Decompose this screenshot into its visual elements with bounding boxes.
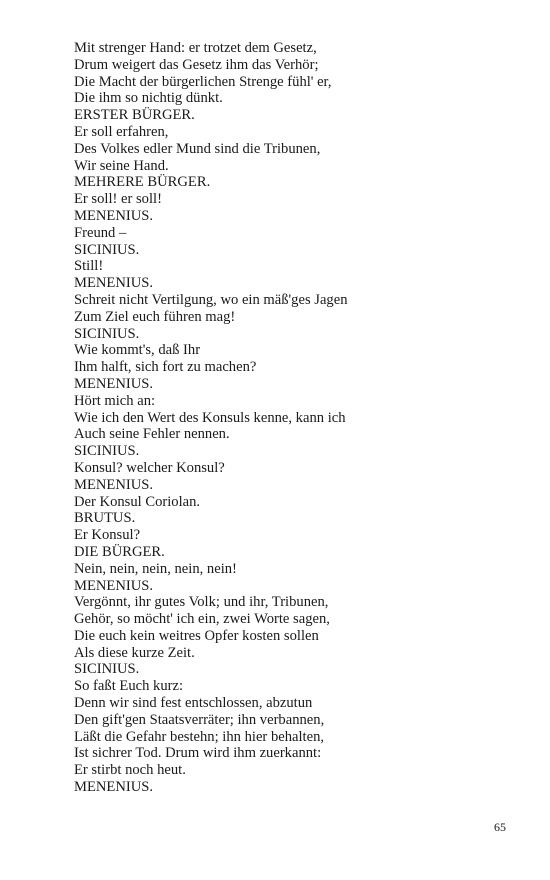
text-line: SICINIUS.	[74, 241, 140, 258]
text-line: Die Macht der bürgerlichen Strenge fühl' er,	[74, 73, 332, 90]
text-line: Nein, nein, nein, nein, nein!	[74, 560, 237, 577]
text-line: Er soll erfahren,	[74, 123, 169, 140]
text-line: SICINIUS.	[74, 443, 140, 460]
text-line: Der Konsul Coriolan.	[74, 493, 201, 510]
text-line: Freund –	[74, 224, 127, 241]
text-line: MENENIUS.	[74, 476, 154, 493]
text-line: Läßt die Gefahr bestehn; ihn hier behalten,	[74, 728, 325, 745]
text-line: Mit strenger Hand: er trotzet dem Gesetz,	[74, 40, 317, 56]
text-line: Er Konsul?	[74, 527, 141, 544]
text-line: Er stirbt noch heut.	[74, 762, 186, 779]
play-text	[74, 40, 494, 796]
text-line: Vergönnt, ihr gutes Volk; und ihr, Tribunen,	[74, 594, 329, 611]
text-line: MENENIUS.	[74, 207, 154, 224]
text-line: MENENIUS.	[74, 375, 154, 392]
text-line: Wie kommt's, daß Ihr	[74, 342, 201, 359]
text-line: Die ihm so nichtig dünkt.	[74, 90, 223, 107]
text-line: MENENIUS.	[74, 577, 154, 594]
text-line: Konsul? welcher Konsul?	[74, 459, 225, 476]
text-line: Ihm halft, sich fort zu machen?	[74, 359, 257, 376]
text-line: Des Volkes edler Mund sind die Tribunen,	[74, 140, 321, 157]
text-line: Als diese kurze Zeit.	[74, 644, 195, 661]
text-line: So faßt Euch kurz:	[74, 678, 184, 695]
text-line: Zum Ziel euch führen mag!	[74, 308, 236, 325]
text-line: Gehör, so möcht' ich ein, zwei Worte sagen,	[74, 611, 330, 628]
text-line: Ist sichrer Tod. Drum wird ihm zuerkannt:	[74, 745, 322, 762]
text-line: BRUTUS.	[74, 510, 136, 527]
text-line: Den gift'gen Staatsverräter; ihn verbannen,	[74, 711, 325, 728]
text-line: ERSTER BÜRGER.	[74, 107, 195, 124]
text-line: Denn wir sind fest entschlossen, abzutun	[74, 695, 313, 712]
text-line: Wie ich den Wert des Konsuls kenne, kann ich	[74, 409, 346, 426]
text-line: MENENIUS.	[74, 779, 154, 796]
text-line: Er soll! er soll!	[74, 191, 162, 208]
page-number: 65	[494, 820, 506, 834]
text-line: MEHRERE BÜRGER.	[74, 174, 211, 191]
text-line: Schreit nicht Vertilgung, wo ein mäß'ges Jagen	[74, 291, 348, 308]
text-line: Wir seine Hand.	[74, 157, 169, 174]
text-line: Hört mich an:	[74, 392, 156, 409]
text-line: DIE BÜRGER.	[74, 543, 165, 560]
text-line: SICINIUS.	[74, 325, 140, 342]
text-line: SICINIUS.	[74, 661, 140, 678]
text-line: Auch seine Fehler nennen.	[74, 426, 230, 443]
text-line: Still!	[74, 258, 104, 275]
text-line: Die euch kein weitres Opfer kosten sollen	[74, 627, 319, 644]
text-line: MENENIUS.	[74, 275, 154, 292]
text-line: Drum weigert das Gesetz ihm das Verhör;	[74, 56, 319, 73]
